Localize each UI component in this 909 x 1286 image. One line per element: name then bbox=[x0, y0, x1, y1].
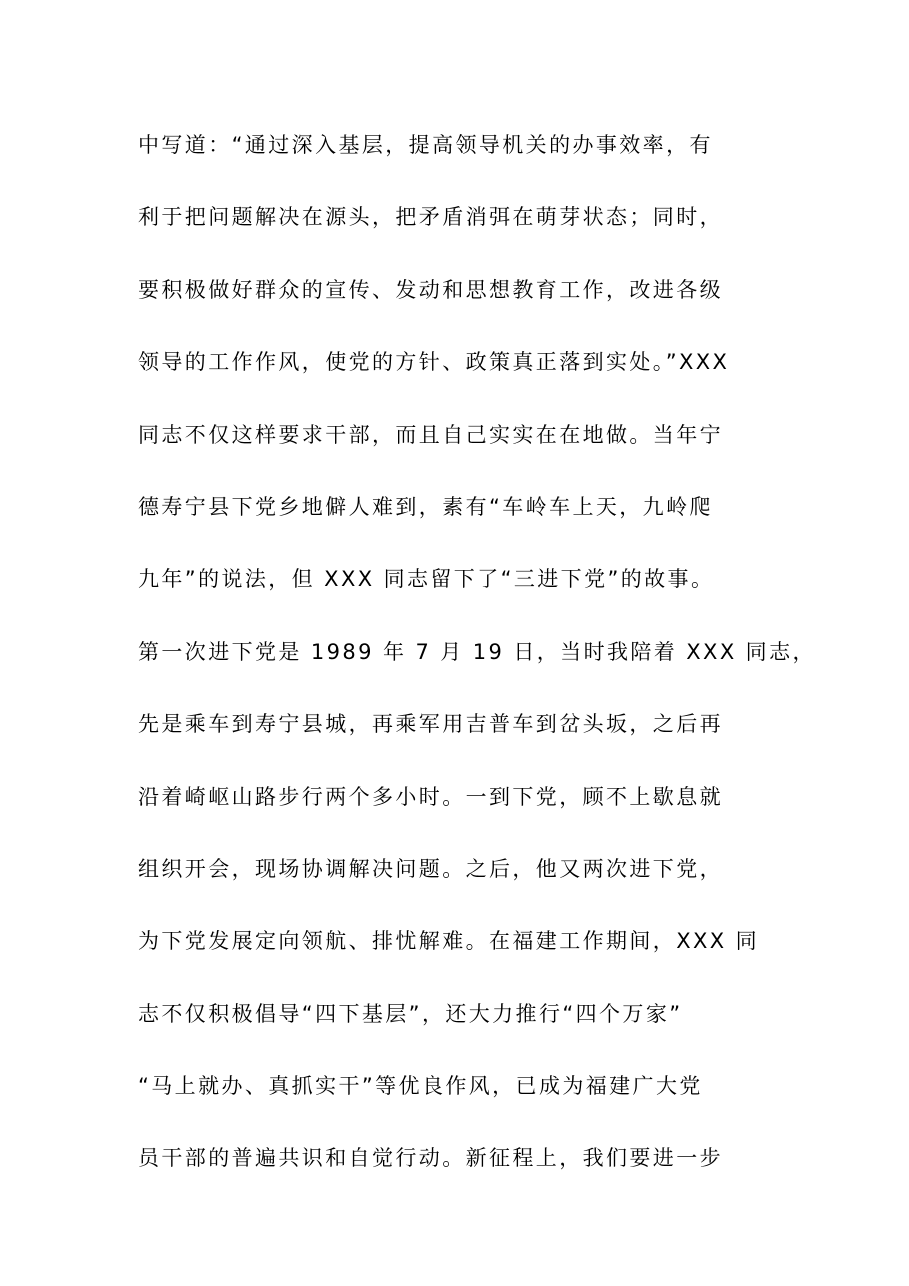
text-line: 组织开会，现场协调解决问题。之后，他又两次进下党， bbox=[138, 856, 723, 881]
text-line: 员干部的普遍共识和自觉行动。新征程上，我们要进一步 bbox=[138, 1146, 723, 1171]
text-line: 领导的工作作风，使党的方针、政策真正落到实处。”XXX bbox=[138, 350, 730, 375]
text-line: 先是乘车到寿宁县城，再乘军用吉普车到岔头坂，之后再 bbox=[138, 712, 723, 737]
text-line: 中写道：“通过深入基层，提高领导机关的办事效率，有 bbox=[138, 133, 713, 157]
text-line: 九年”的说法，但 XXX 同志留下了“三进下党”的故事。 bbox=[138, 567, 715, 592]
text-line: 同志不仅这样要求干部，而且自己实实在在地做。当年宁 bbox=[138, 422, 723, 447]
text-line: “马上就办、真抓实干”等优良作风，已成为福建广大党 bbox=[138, 1074, 703, 1099]
text-line: 德寿宁县下党乡地僻人难到，素有“车岭车上天，九岭爬 bbox=[138, 494, 713, 519]
text-line: 利于把问题解决在源头，把矛盾消弭在萌芽状态；同时， bbox=[138, 205, 723, 230]
text-line: 第一次进下党是 1989 年 7 月 19 日，当时我陪着 XXX 同志， bbox=[138, 639, 816, 664]
text-line: 要积极做好群众的宣传、发动和思想教育工作，改进各级 bbox=[138, 277, 723, 302]
text-line: 沿着崎岖山路步行两个多小时。一到下党，顾不上歇息就 bbox=[138, 784, 723, 809]
text-line: 志不仅积极倡导“四下基层”，还大力推行“四个万家” bbox=[138, 1001, 683, 1026]
text-line: 为下党发展定向领航、排忧解难。在福建工作期间，XXX 同 bbox=[138, 929, 760, 954]
body-text bbox=[138, 124, 816, 1210]
